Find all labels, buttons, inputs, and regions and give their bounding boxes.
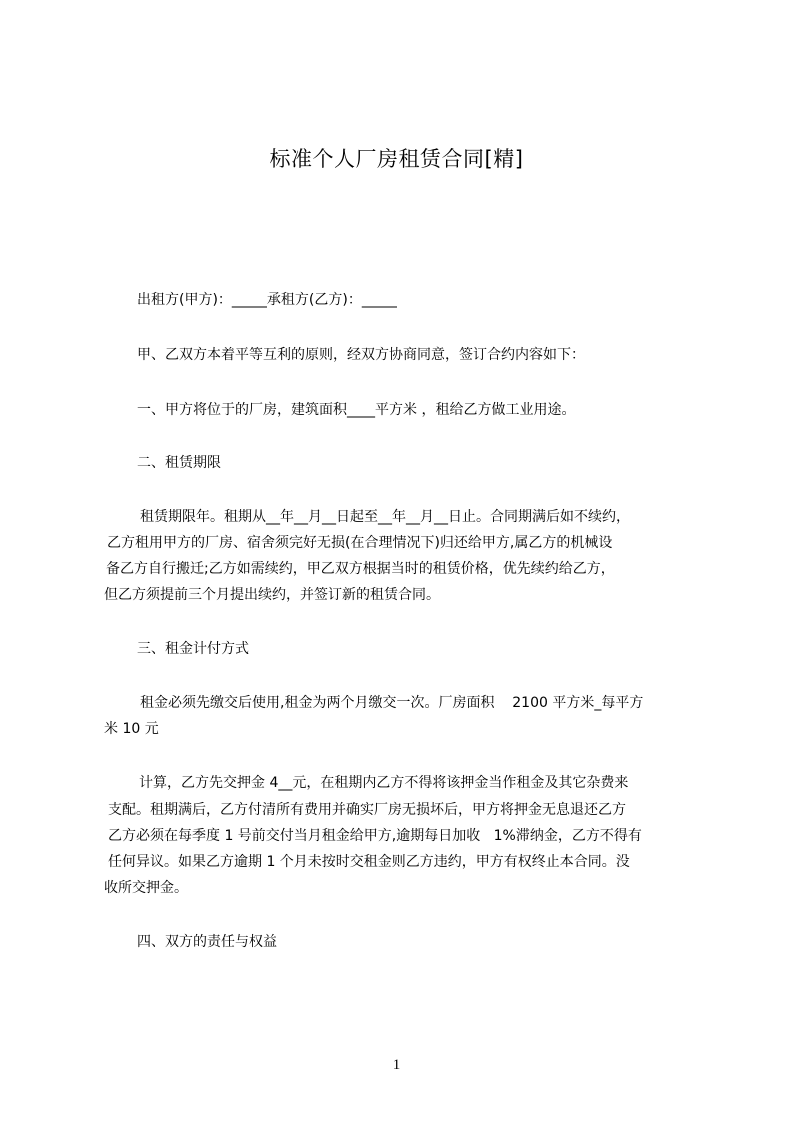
section-three-b-line: 任何异议。如果乙方逾期 1 个月未按时交租金则乙方违约，甲方有权终止本合同。没 bbox=[108, 854, 630, 870]
page-number: 1 bbox=[392, 1057, 401, 1073]
clause-one: 一、甲方将位于的厂房，建筑面积____平方米 ，租给乙方做工业用途。 bbox=[137, 402, 576, 418]
section-two-line: 租赁期限年。租期从__年__月__日起至__年__月__日止。合同期满后如不续约， bbox=[140, 509, 630, 525]
section-three-line: 米 10 元 bbox=[104, 721, 159, 737]
section-two-line: 乙方租用甲方的厂房、宿舍须完好无损(在合理情况下)归还给甲方,属乙方的机械设 bbox=[107, 535, 613, 551]
section-two-line: 备乙方自行搬迁;乙方如需续约，甲乙双方根据当时的租赁价格，优先续约给乙方， bbox=[106, 561, 615, 577]
section-three-b-line: 支配。租期满后，乙方付清所有费用并确实厂房无损坏后，甲方将押金无息退还乙方 bbox=[108, 802, 626, 818]
section-two-line: 但乙方须提前三个月提出续约，并签订新的租赁合同。 bbox=[104, 587, 440, 603]
section-three-line: 租金必须先缴交后使用,租金为两个月缴交一次。厂房面积 2100 平方米_每平方 bbox=[140, 695, 644, 711]
document-title: 标准个人厂房租赁合同[精] bbox=[269, 147, 524, 171]
section-four-heading: 四、双方的责任与权益 bbox=[137, 934, 277, 950]
section-two-heading: 二、租赁期限 bbox=[137, 455, 221, 471]
section-three-b-line: 收所交押金。 bbox=[104, 880, 188, 896]
section-three-b-line: 计算，乙方先交押金 4__元，在租期内乙方不得将该押金当作租金及其它杂费来 bbox=[139, 775, 629, 791]
intro-paragraph: 甲、乙双方本着平等互利的原则，经双方协商同意，签订合约内容如下： bbox=[137, 347, 585, 363]
parties-line: 出租方(甲方)：_____承租方(乙方)：_____ bbox=[137, 292, 397, 308]
section-three-heading: 三、租金计付方式 bbox=[137, 641, 249, 657]
section-three-b-line: 乙方必须在每季度 1 号前交付当月租金给甲方,逾期每日加收 1%滞纳金，乙方不得有 bbox=[108, 828, 642, 844]
